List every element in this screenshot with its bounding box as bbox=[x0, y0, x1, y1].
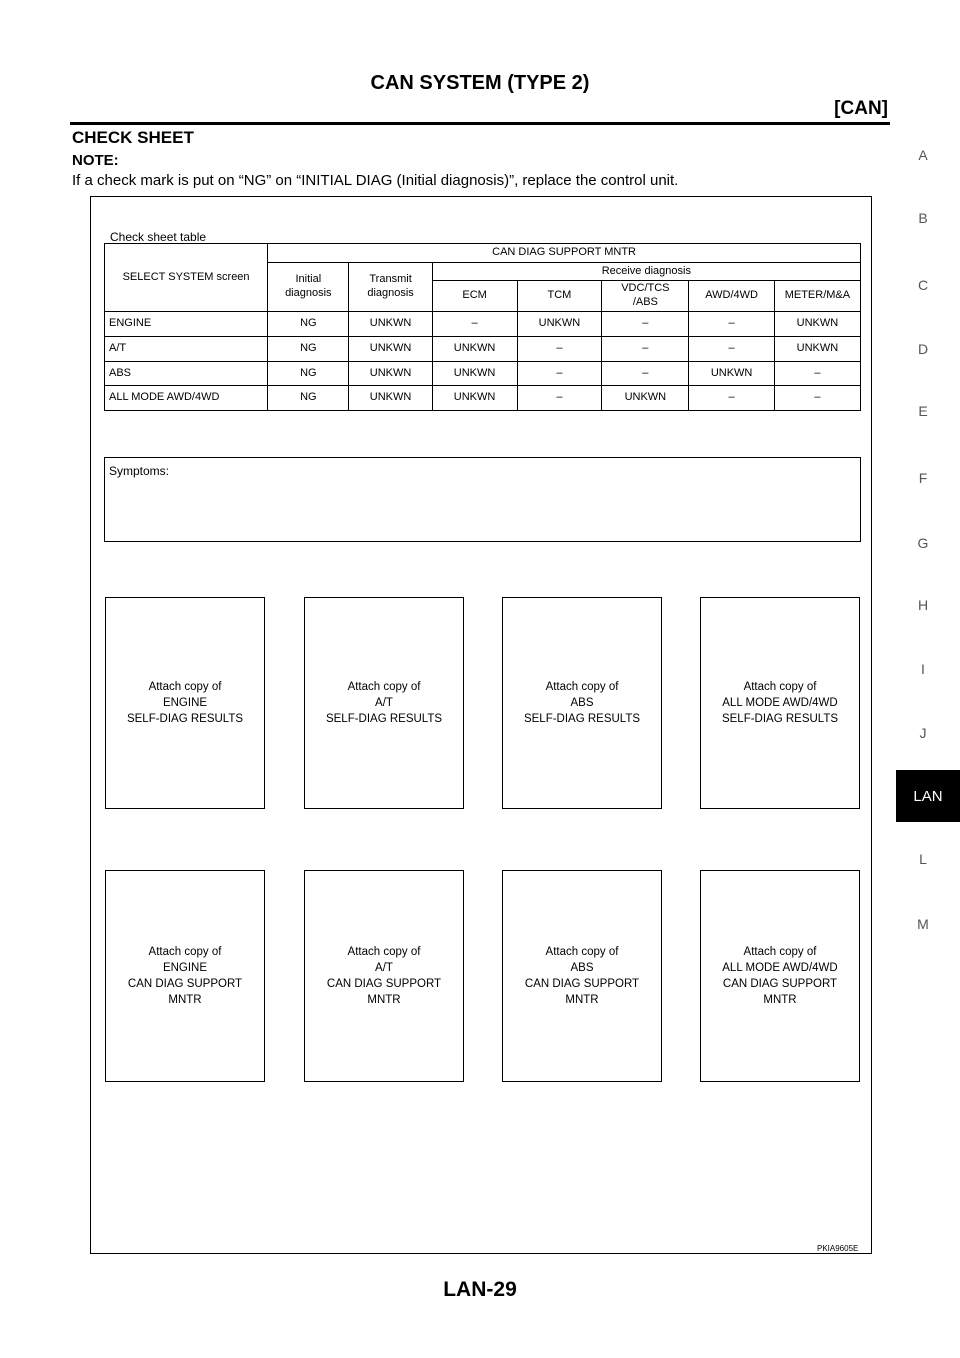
system-name-cell: ENGINE bbox=[105, 312, 268, 337]
table-cell: NG bbox=[268, 361, 349, 386]
system-name-cell: ABS bbox=[105, 361, 268, 386]
system-name-cell: ALL MODE AWD/4WD bbox=[105, 386, 268, 411]
table-cell: NG bbox=[268, 312, 349, 337]
table-cell: UNKWN bbox=[602, 386, 689, 411]
attach-copy-line: MNTR bbox=[565, 994, 599, 1007]
attach-copy-line: Attach copy of bbox=[148, 945, 222, 958]
table-cell: NG bbox=[268, 336, 349, 361]
table-cell: UNKWN bbox=[774, 336, 860, 361]
side-index-letter[interactable]: L bbox=[919, 851, 927, 867]
figure-caption: Check sheet table bbox=[110, 230, 207, 244]
side-index-letter[interactable]: M bbox=[917, 916, 929, 932]
attach-copy-line: SELF-DIAG RESULTS bbox=[325, 713, 443, 726]
side-index-letter[interactable]: J bbox=[919, 725, 927, 741]
initial-diagnosis-header: Initial diagnosis bbox=[268, 263, 349, 312]
check-sheet-table bbox=[104, 243, 861, 411]
attach-copy-box bbox=[700, 870, 860, 1082]
table-cell: – bbox=[602, 361, 689, 386]
page-number: LAN-29 bbox=[443, 1278, 517, 1301]
transmit-diagnosis-header: Transmit diagnosis bbox=[349, 263, 432, 312]
page-header-title: CAN SYSTEM (TYPE 2) bbox=[370, 72, 590, 94]
header-divider bbox=[70, 122, 890, 125]
side-index-letter[interactable]: G bbox=[917, 535, 929, 551]
section-title: CHECK SHEET bbox=[72, 128, 194, 147]
attach-copy-box bbox=[502, 870, 662, 1082]
attach-copy-line: ALL MODE AWD/4WD bbox=[722, 961, 838, 974]
side-index-letter[interactable]: D bbox=[917, 341, 929, 357]
receive-col-header: METER/M&A bbox=[774, 281, 860, 312]
attach-copy-line: ABS bbox=[570, 696, 594, 709]
table-row bbox=[105, 361, 861, 386]
receive-diagnosis-header: Receive diagnosis bbox=[432, 263, 860, 281]
attach-copy-line: SELF-DIAG RESULTS bbox=[126, 713, 244, 726]
attach-copy-line: A/T bbox=[375, 696, 393, 709]
side-index-letter[interactable]: A bbox=[918, 147, 928, 163]
attach-copy-box bbox=[700, 597, 860, 809]
table-cell: – bbox=[432, 312, 517, 337]
attach-copy-line: ABS bbox=[570, 961, 594, 974]
select-system-header: SELECT SYSTEM screen bbox=[105, 244, 268, 312]
attach-copy-line: ENGINE bbox=[162, 696, 208, 709]
table-cell: – bbox=[602, 336, 689, 361]
table-cell: – bbox=[689, 336, 774, 361]
table-cell: UNKWN bbox=[517, 312, 602, 337]
attach-copy-line: Attach copy of bbox=[148, 680, 222, 693]
attach-copy-line: Attach copy of bbox=[347, 680, 421, 693]
side-index-letter[interactable]: H bbox=[917, 597, 929, 613]
receive-col-header: AWD/4WD bbox=[689, 281, 774, 312]
attach-copy-line: MNTR bbox=[168, 994, 202, 1007]
table-cell: UNKWN bbox=[432, 336, 517, 361]
attach-copy-box bbox=[304, 870, 464, 1082]
page-header-subtitle: [CAN] bbox=[834, 98, 888, 119]
table-row bbox=[105, 336, 861, 361]
table-cell: – bbox=[774, 361, 860, 386]
table-cell: – bbox=[517, 386, 602, 411]
receive-col-header: VDC/TCS /ABS bbox=[602, 281, 689, 312]
attach-copy-line: ENGINE bbox=[162, 961, 208, 974]
figure-code: PKIA9605E bbox=[817, 1244, 859, 1253]
note-text: If a check mark is put on “NG” on “INITIAL DIAG (Initial diagnosis)”, replace the control unit. bbox=[72, 172, 679, 189]
symptoms-label: Symptoms: bbox=[109, 464, 170, 478]
side-index-letter[interactable]: F bbox=[918, 470, 928, 486]
side-index-letter[interactable]: I bbox=[921, 661, 925, 677]
table-cell: – bbox=[602, 312, 689, 337]
table-cell: UNKWN bbox=[349, 336, 432, 361]
table-cell: UNKWN bbox=[774, 312, 860, 337]
side-index-letter[interactable]: E bbox=[918, 403, 928, 419]
system-name-cell: A/T bbox=[105, 336, 268, 361]
attach-copy-line: Attach copy of bbox=[347, 945, 421, 958]
receive-col-header: ECM bbox=[432, 281, 517, 312]
table-cell: NG bbox=[268, 386, 349, 411]
side-index-letter[interactable]: B bbox=[918, 210, 928, 226]
note-label: NOTE: bbox=[72, 152, 119, 169]
attach-copy-line: SELF-DIAG RESULTS bbox=[721, 713, 839, 726]
table-cell: UNKWN bbox=[432, 361, 517, 386]
symptoms-box bbox=[104, 457, 861, 542]
attach-copy-line: Attach copy of bbox=[743, 680, 817, 693]
table-cell: – bbox=[517, 361, 602, 386]
table-cell: UNKWN bbox=[349, 386, 432, 411]
table-row bbox=[105, 312, 861, 337]
attach-copy-line: CAN DIAG SUPPORT bbox=[127, 978, 243, 990]
attach-copy-line: MNTR bbox=[763, 994, 797, 1007]
attach-copy-box bbox=[502, 597, 662, 809]
side-index-letter[interactable]: C bbox=[917, 277, 929, 293]
attach-copy-line: Attach copy of bbox=[743, 945, 817, 958]
receive-col-header: TCM bbox=[517, 281, 602, 312]
table-cell: – bbox=[689, 386, 774, 411]
attach-copy-line: Attach copy of bbox=[545, 680, 619, 693]
table-cell: UNKWN bbox=[689, 361, 774, 386]
table-row bbox=[105, 386, 861, 411]
attach-copy-box bbox=[105, 597, 265, 809]
attach-copy-line: CAN DIAG SUPPORT bbox=[524, 978, 640, 990]
table-cell: – bbox=[689, 312, 774, 337]
attach-copy-line: Attach copy of bbox=[545, 945, 619, 958]
table-cell: UNKWN bbox=[349, 361, 432, 386]
attach-copy-line: MNTR bbox=[367, 994, 401, 1007]
attach-copy-line: CAN DIAG SUPPORT bbox=[722, 978, 838, 990]
attach-copy-line: SELF-DIAG RESULTS bbox=[523, 713, 641, 726]
side-index-tab-active[interactable]: LAN bbox=[896, 770, 960, 822]
support-monitor-header: CAN DIAG SUPPORT MNTR bbox=[268, 244, 861, 263]
attach-copy-box bbox=[304, 597, 464, 809]
table-cell: – bbox=[774, 386, 860, 411]
table-cell: UNKWN bbox=[349, 312, 432, 337]
table-cell: – bbox=[517, 336, 602, 361]
attach-copy-box bbox=[105, 870, 265, 1082]
attach-copy-line: ALL MODE AWD/4WD bbox=[722, 696, 838, 709]
table-cell: UNKWN bbox=[432, 386, 517, 411]
attach-copy-line: CAN DIAG SUPPORT bbox=[326, 978, 442, 990]
attach-copy-line: A/T bbox=[375, 961, 393, 974]
